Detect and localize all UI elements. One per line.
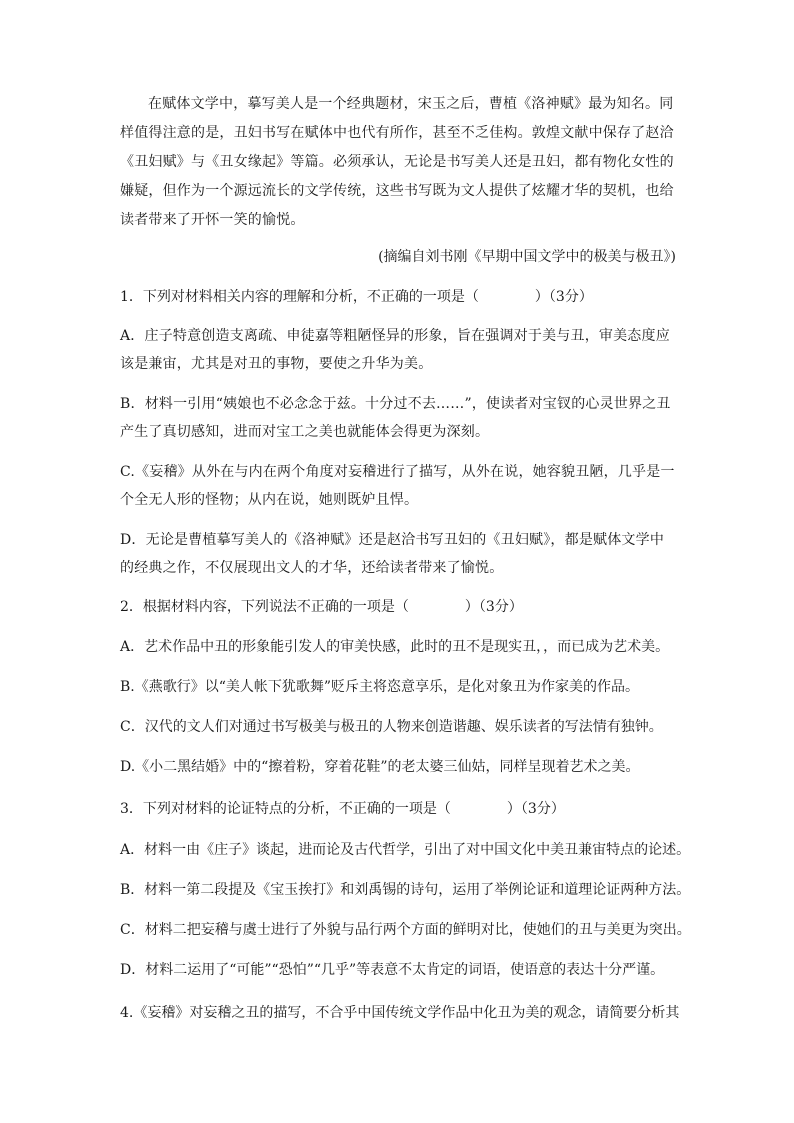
intro-paragraph: 在赋体文学中，摹写美人是一个经典题材，宋玉之后，曹植《洛神赋》最为知名。同样值得注意的是，丑妇书写在赋体中也代有所作，甚至不乏佳构。敦煌文献中保存了赵洽《丑妇赋》与《丑女缘起》等篇。必须承认，无论是书写美人还是丑妇，都有物化女性的嫌疑，但作为一个源远流长的文学传统，这些书写既为文人提供了炫耀才华的契机，也给读者带来了开怀一笑的愉悦。 xyxy=(120,96,674,228)
question-1-option-a: A．庄子特意创造支离疏、申徒嘉等粗陋怪异的形象，旨在强调对于美与丑，审美态度应该是兼宙，尤其是对丑的事物，要使之升华为美。 xyxy=(120,328,670,372)
question-2-option-d: D.《小二黑结婚》中的“擦着粉，穿着花鞋”的老太婆三仙姑，同样呈现着艺术之美。 xyxy=(120,759,640,775)
question-2-stem: 2．根据材料内容，下列说法不正确的一项是（ ）（3分） xyxy=(120,599,523,615)
question-3-option-d: D．材料二运用了“可能”“恐怕”“几乎”等表意不太肯定的词语，使语意的表达十分严谨。 xyxy=(120,962,665,978)
question-1-option-b: B．材料一引用“姨娘也不必念念于兹。十分过不去……”，使读者对宝钗的心灵世界之丑产生了真切感知，进而对宝工之美也就能体会得更为深刻。 xyxy=(120,396,671,440)
question-3-option-b: B．材料一第二段提及《宝玉挨打》和刘禹锡的诗句，运用了举例论证和道理论证两种方法。 xyxy=(120,882,691,898)
question-4-stem: 4.《妄稽》对妄稽之丑的描写，不合乎中国传统文学作品中化丑为美的观念，请简要分析其 xyxy=(120,1005,680,1021)
source-citation: (摘编自刘书刚《早期中国文学中的极美与极丑》) xyxy=(378,249,676,265)
question-3-stem: 3．下列对材料的论证特点的分析，不正确的一项是（ ）（3分） xyxy=(120,801,565,817)
question-1-option-c: C.《妄稽》从外在与内在两个角度对妄稽进行了描写，从外在说，她容貌丑陋，几乎是一个全无人形的怪物；从内在说，她则既妒且悍。 xyxy=(120,464,675,508)
question-2-option-c: C．汉代的文人们对通过书写极美与极丑的人物来创造谐趣、娱乐读者的写法情有独钟。 xyxy=(120,719,663,735)
question-1-stem: 1．下列对材料相关内容的理解和分析，不正确的一项是（ ）（3分） xyxy=(120,289,593,305)
question-2-option-b: B.《燕歌行》以“美人帐下犹歌舞”贬斥主将恣意享乐，是化对象丑为作家美的作品。 xyxy=(120,679,640,695)
question-3-option-c: C．材料二把妄稽与虞士进行了外貌与品行两个方面的鲜明对比，使她们的丑与美更为突出。 xyxy=(120,922,691,938)
question-3-option-a: A．材料一由《庄子》谈起，进而论及古代哲学，引出了对中国文化中美丑兼宙特点的论述。 xyxy=(120,842,691,858)
question-2-option-a: A．艺术作品中丑的形象能引发人的审美快感，此时的丑不是现实丑，，而已成为艺术美。 xyxy=(120,639,670,655)
question-1-option-d: D．无论是曹植摹写美人的《洛神赋》还是赵洽书写丑妇的《丑妇赋》，都是赋体文学中的经典之作，不仅展现出文人的才华，还给读者带来了愉悦。 xyxy=(120,532,665,576)
